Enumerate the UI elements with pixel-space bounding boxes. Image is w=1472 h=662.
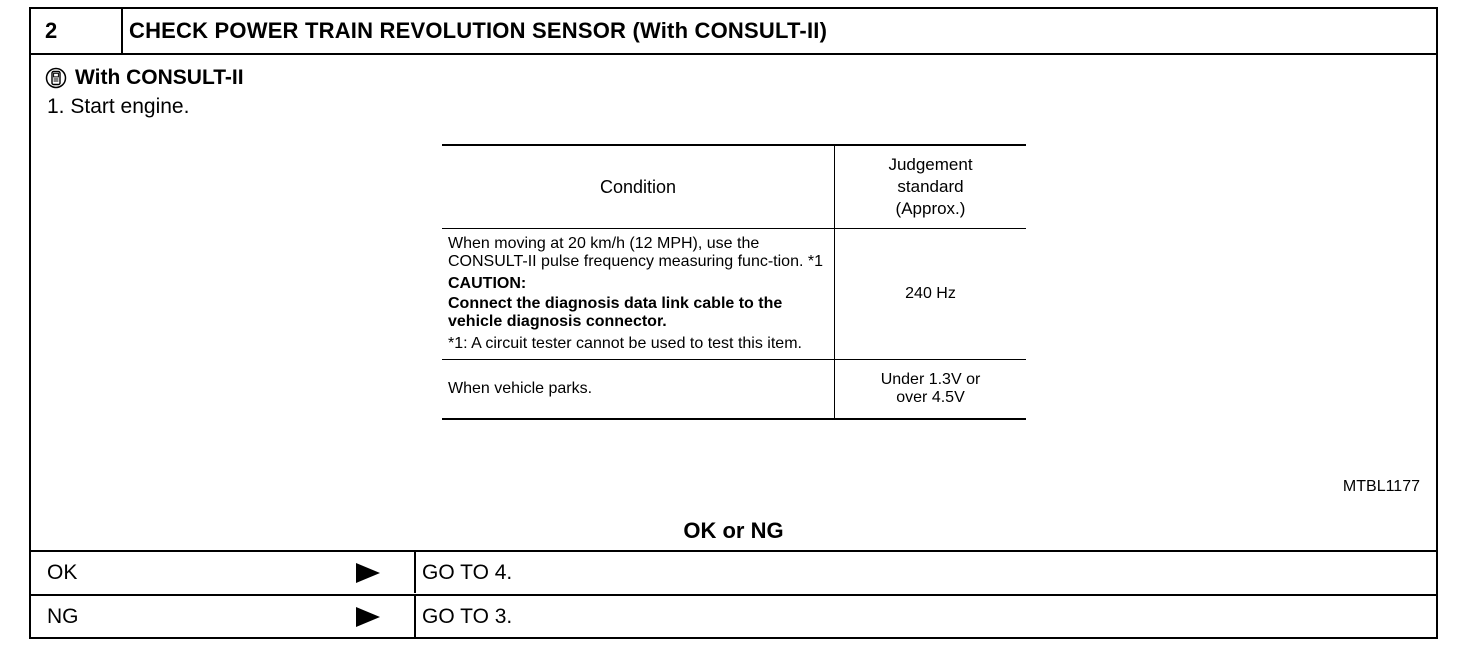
result-row-ng [31,594,1436,638]
judgement-header-line: standard [897,177,964,196]
result-label: OK [47,561,78,584]
condition-cell: When vehicle parks. [442,360,835,420]
arrow-right-icon [356,607,380,627]
divider [414,596,416,638]
condition-text: When moving at 20 km/h (12 MPH), use the CONSULT-II pulse frequency measuring func-tion. *1 [448,235,823,270]
judgement-value-cell: 240 Hz [835,229,1027,360]
step-1-text: 1. Start engine. [47,95,190,118]
condition-cell [442,229,835,360]
caution-label: CAUTION: [448,275,527,292]
divider [414,552,416,593]
procedure-box [29,7,1438,639]
procedure-title: CHECK POWER TRAIN REVOLUTION SENSOR (With CONSULT-II) [129,18,828,43]
table-row [442,360,1026,420]
table-row [442,229,1026,360]
judgement-column-header [835,145,1027,229]
procedure-header [31,9,1436,55]
result-action: GO TO 3. [422,605,513,628]
consult-label: With CONSULT-II [75,66,244,89]
judgement-value-cell [835,360,1027,420]
judgement-header-line: (Approx.) [895,199,966,218]
footnote-text: *1: A circuit tester cannot be used to test this item. [448,335,802,352]
table-header-row [442,145,1026,229]
judgement-value-line: Under 1.3V or [880,371,981,388]
result-action: GO TO 4. [422,561,513,584]
caution-text: Connect the diagnosis data link cable to the vehicle diagnosis connector. [448,295,783,330]
reference-code: MTBL1177 [1342,478,1420,495]
judgement-header-line: Judgement [888,155,973,174]
consult-heading [45,65,244,91]
arrow-right-icon [356,563,380,583]
consult-tool-icon [45,67,67,89]
condition-column-header: Condition [442,145,835,229]
result-label: NG [47,605,79,628]
procedure-body [31,55,1436,550]
judgement-value-line: over 4.5V [896,389,965,406]
result-row-ok [31,550,1436,593]
ok-ng-heading: OK or NG [683,518,784,543]
judgement-table [442,144,1026,420]
step-number: 2 [31,9,123,53]
